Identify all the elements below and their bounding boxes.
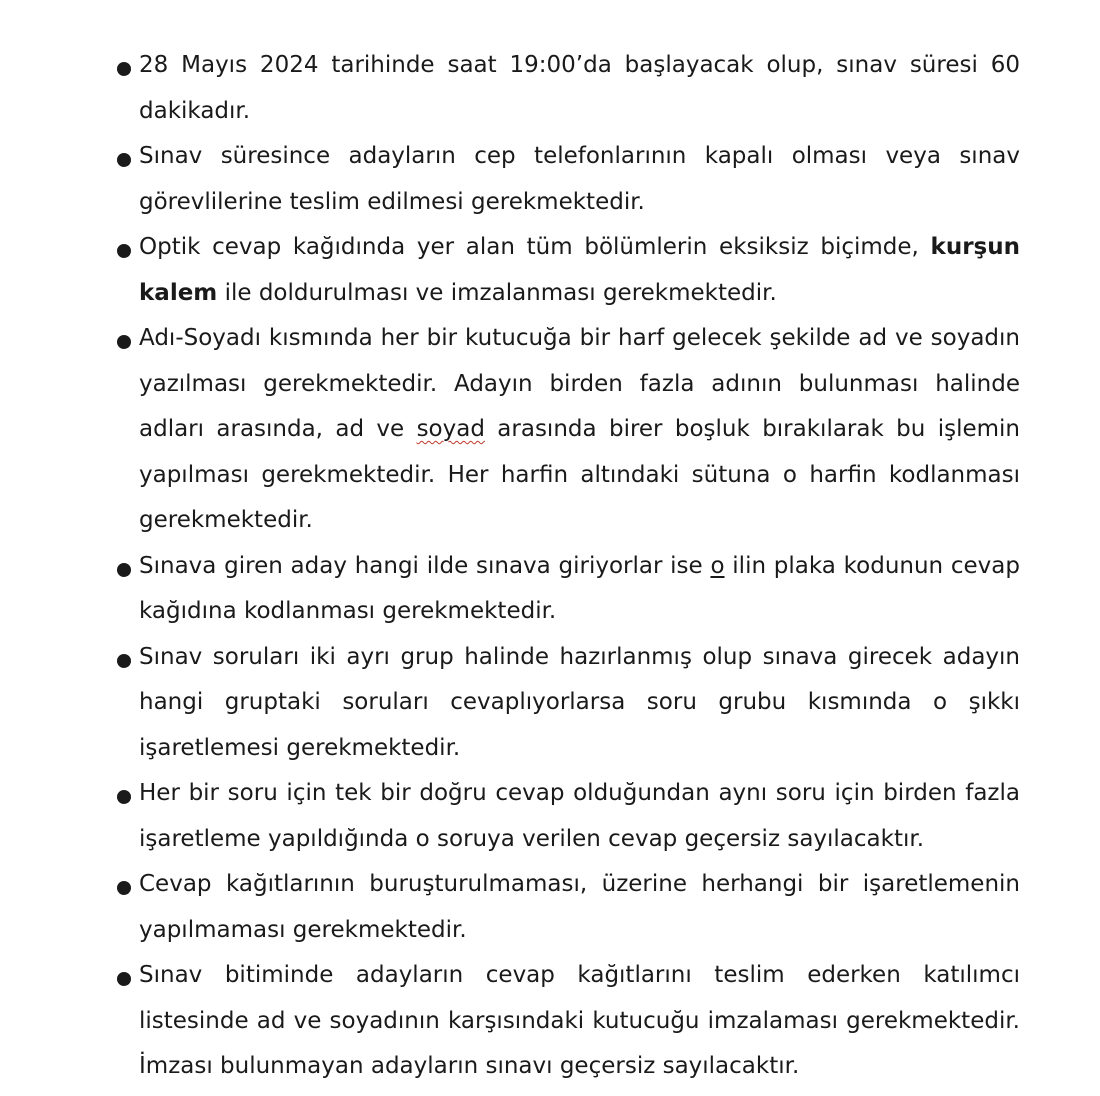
list-item	[110, 544, 1020, 635]
list-item-text-end: arasında birer boşluk bırakılarak bu işlemin yapılması gerekmektedir. Her harfin altındaki sütuna o harfin kodlanması gerekmektedir.	[139, 416, 1020, 533]
bullet-icon	[117, 335, 131, 349]
list-item-text: Sınav bitiminde adayların cevap kağıtlarını teslim ederken katılımcı listesinde ad ve soyadının karşısındaki kutucuğu imzalaması gerekmektedir. İmzası bulunmayan adayların sınavı geçersiz sayılacaktır.	[139, 962, 1020, 1079]
list-item	[110, 771, 1020, 862]
list-item	[110, 862, 1020, 953]
bullet-icon	[117, 790, 131, 804]
list-item-text-start: Sınava giren aday hangi ilde sınava giriyorlar ise	[139, 552, 711, 579]
spellcheck-flagged-word: soyad	[416, 416, 485, 442]
exam-rules-list	[110, 43, 1020, 1090]
list-item-text: Cevap kağıtlarının buruşturulmaması, üzerine herhangi bir işaretlemenin yapılmaması gerekmektedir.	[139, 871, 1020, 943]
list-item	[110, 953, 1020, 1090]
bullet-icon	[117, 62, 131, 76]
list-item	[110, 134, 1020, 225]
list-item-text-start: Adı-Soyadı kısmında her bir kutucuğa bir harf gelecek şekilde ad ve soyadın yazılması gerekmektedir. Adayın birden fazla adının bulunması halinde adları arasında, ad ve	[139, 325, 1020, 442]
bullet-icon	[117, 153, 131, 167]
list-item	[110, 316, 1020, 544]
list-item-text: Sınav süresince adayların cep telefonlarının kapalı olması veya sınav görevlilerine teslim edilmesi gerekmektedir.	[139, 143, 1020, 215]
list-item-text-end: ile doldurulması ve imzalanması gerekmektedir.	[217, 279, 777, 306]
list-item-text-start: Optik cevap kağıdında yer alan tüm bölümlerin eksiksiz biçimde,	[139, 234, 931, 260]
list-item-text: Sınav soruları iki ayrı grup halinde hazırlanmış olup sınava girecek adayın hangi gruptaki soruları cevaplıyorlarsa soru grubu kısmında o şıkkı işaretlemesi gerekmektedir.	[139, 643, 1020, 761]
list-item	[110, 635, 1020, 772]
bullet-icon	[117, 654, 131, 668]
list-item-text-end: ilin plaka kodunun cevap kağıdına kodlanması gerekmektedir.	[139, 552, 1020, 624]
list-item-text	[139, 544, 1020, 635]
bullet-icon	[117, 563, 131, 577]
list-item-text	[139, 316, 1020, 544]
bold-emphasis: kurşun kalem	[139, 234, 1020, 306]
bullet-icon	[117, 881, 131, 895]
list-item	[110, 225, 1020, 316]
list-item	[110, 43, 1020, 134]
underlined-word: o	[710, 552, 725, 579]
list-item-text: 28 Mayıs 2024 tarihinde saat 19:00’da başlayacak olup, sınav süresi 60 dakikadır.	[139, 52, 1020, 124]
bullet-icon	[117, 244, 131, 258]
list-item-text: Her bir soru için tek bir doğru cevap olduğundan aynı soru için birden fazla işaretleme yapıldığında o soruya verilen cevap geçersiz sayılacaktır.	[139, 780, 1020, 852]
bullet-icon	[117, 972, 131, 986]
list-item-text	[139, 225, 1020, 316]
